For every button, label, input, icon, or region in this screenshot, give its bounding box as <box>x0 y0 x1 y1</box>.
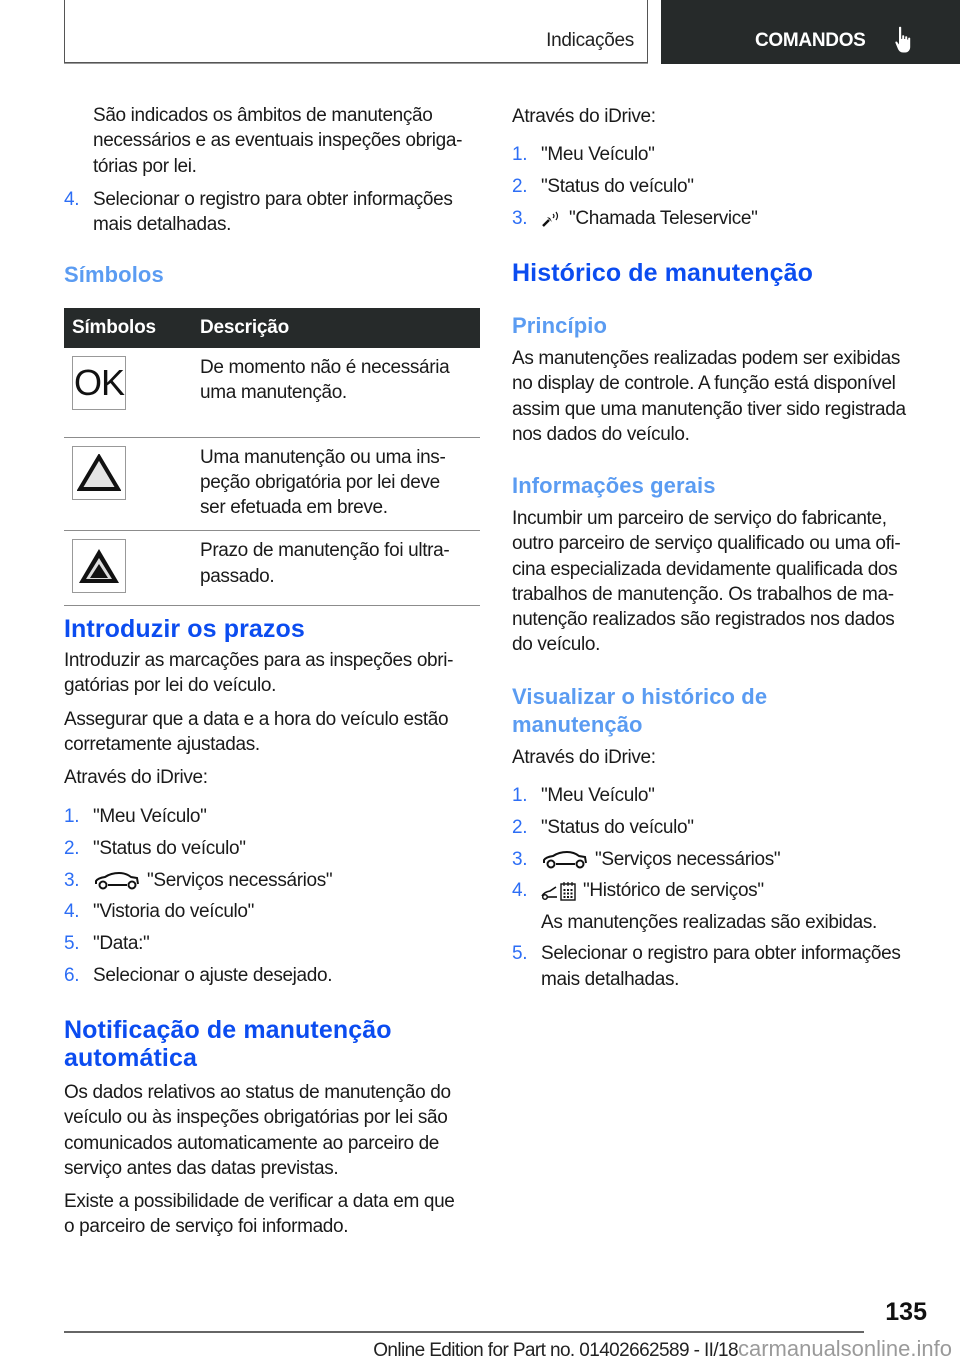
list-item <box>512 847 942 872</box>
text-line: uma manutenção. <box>200 382 347 404</box>
table-header-row <box>64 308 480 348</box>
step-text: "Meu Veículo" <box>541 144 655 165</box>
chapter-tab <box>661 0 960 64</box>
notificacao-heading <box>64 1016 494 1072</box>
table-row <box>64 531 480 606</box>
text-line: São indicados os âmbitos de manutenção <box>93 105 433 126</box>
step-text: "Status do veículo" <box>93 837 246 859</box>
step-text: "Histórico de serviços" <box>583 880 764 902</box>
text-line: cina especializada devidamente qualificada dos <box>512 558 898 580</box>
step-text: "Chamada Teleservice" <box>569 207 758 229</box>
text-line: corretamente ajustadas. <box>64 733 260 755</box>
text-line: Assegurar que a data e a hora do veículo estão <box>64 708 449 730</box>
introduzir-paragraphs <box>64 648 484 790</box>
text-line: tórias por lei. <box>93 155 197 177</box>
list-number: 3. <box>512 848 528 870</box>
text-line: passado. <box>200 565 275 587</box>
text-line: gatórias por lei do veículo. <box>64 675 276 697</box>
ok-label: OK <box>73 362 124 403</box>
text-line: nos dados do veículo. <box>512 423 690 445</box>
list-item <box>64 868 484 893</box>
list-item <box>64 187 513 238</box>
text-line: Selecionar o registro para obter informações <box>93 189 453 210</box>
text-line: Existe a possibilidade de verificar a data em que <box>64 1191 455 1213</box>
intro-paragraph <box>93 103 493 179</box>
list-number: 2. <box>512 816 528 838</box>
introduzir-prazos-heading: Introduzir os prazos <box>64 615 305 643</box>
description-cell <box>196 348 480 437</box>
historico-heading: Histórico de manutenção <box>512 259 813 287</box>
text-line: comunicados automaticamente ao parceiro de <box>64 1132 440 1154</box>
section-label: Indicações <box>546 30 634 51</box>
overdue-triangle-icon <box>72 539 126 593</box>
heading-line: Notificação de manutenção <box>64 1016 392 1044</box>
list-item <box>512 878 942 935</box>
visualizar-steps <box>512 783 942 992</box>
list-number: 1. <box>512 144 528 165</box>
symbol-cell <box>64 348 196 437</box>
step-text: "Status do veículo" <box>541 175 694 197</box>
list-item <box>512 174 932 199</box>
watermark: carmanualsonline.info <box>737 1336 952 1361</box>
list-number: 6. <box>64 964 80 986</box>
heading-line: manutenção <box>512 712 643 737</box>
list-number: 5. <box>512 943 528 965</box>
step-text: Selecionar o ajuste desejado. <box>93 964 333 986</box>
description-cell <box>196 437 480 531</box>
step-text: "Data:" <box>93 933 150 955</box>
table-row <box>64 437 480 531</box>
pointing-hand-icon <box>894 26 916 53</box>
info-gerais-heading: Informações gerais <box>512 473 716 498</box>
text-line: nutenção realizados são registrados nos dados <box>512 609 895 631</box>
text-line: Os dados relativos ao status de manutenção do <box>64 1082 451 1103</box>
text-line: Através do iDrive: <box>512 747 656 768</box>
text-line: o parceiro de serviço foi informado. <box>64 1216 349 1238</box>
list-item <box>512 941 942 992</box>
list-number: 2. <box>512 175 528 197</box>
step-text: "Vistoria do veículo" <box>93 901 255 923</box>
list-item <box>64 836 484 861</box>
teleservice-steps <box>512 142 932 231</box>
list-number: 3. <box>512 207 528 229</box>
step-text: "Serviços necessários" <box>147 869 333 891</box>
info-gerais-paragraph <box>512 506 942 658</box>
text-line: Uma manutenção ou uma ins- <box>200 446 446 468</box>
text-line: Introduzir as marcações para as inspeções obri- <box>64 650 454 671</box>
step-text: "Meu Veículo" <box>541 785 655 806</box>
list-number: 1. <box>64 806 80 827</box>
ok-icon <box>72 356 126 410</box>
list-number: 4. <box>512 880 528 902</box>
text-line: Incumbir um parceiro de serviço do fabricante, <box>512 508 887 529</box>
heading-line: automática <box>64 1044 197 1072</box>
text-line: assim que uma manutenção tiver sido registrada <box>512 398 906 420</box>
list-number: 4. <box>64 189 80 210</box>
car-icon <box>93 872 141 890</box>
list-number: 3. <box>64 869 80 891</box>
symbols-heading: Símbolos <box>64 262 164 287</box>
step-text: "Serviços necessários" <box>595 848 781 870</box>
text-line: do veículo. <box>512 634 601 656</box>
text-line: veículo ou às inspeções obrigatórias por lei são <box>64 1107 448 1129</box>
list-number: 2. <box>64 837 80 859</box>
warning-triangle-icon <box>72 446 126 500</box>
list-item <box>64 963 484 988</box>
service-history-icon <box>541 881 577 901</box>
step-text: "Meu Veículo" <box>93 806 207 827</box>
section-tab <box>64 0 648 63</box>
principio-heading: Princípio <box>512 313 608 338</box>
chapter-label: COMANDOS <box>755 30 866 51</box>
symbol-cell <box>64 437 196 531</box>
introduzir-steps <box>64 804 484 988</box>
text-line: no display de controle. A função está disponível <box>512 373 896 395</box>
footer-divider <box>64 1331 864 1333</box>
list-item <box>64 804 484 829</box>
heading-line: Visualizar o histórico de <box>512 684 768 709</box>
symbol-cell <box>64 531 196 606</box>
footer <box>373 1336 952 1362</box>
column-header: Descrição <box>196 308 480 348</box>
list-number: 4. <box>64 901 80 923</box>
text-line: trabalhos de manutenção. Os trabalhos de ma- <box>512 583 894 605</box>
principio-paragraph <box>512 346 942 447</box>
description-cell <box>196 531 480 606</box>
text-line: Através do iDrive: <box>512 106 656 127</box>
text-line: Através do iDrive: <box>64 767 208 789</box>
text-line: mais detalhadas. <box>541 968 680 990</box>
step-result-text: As manutenções realizadas são exibidas. <box>541 911 877 933</box>
list-number: 5. <box>64 933 80 955</box>
teleservice-wrench-icon <box>541 210 563 228</box>
text-line: De momento não é necessária <box>200 357 450 378</box>
list-item <box>64 899 484 924</box>
list-item <box>64 931 484 956</box>
column-header: Símbolos <box>64 308 196 348</box>
text-line: Prazo de manutenção foi ultra- <box>200 540 450 562</box>
list-item <box>512 783 942 808</box>
list-item <box>512 142 932 167</box>
edition-text: Online Edition for Part no. 01402662589 - II/18 <box>373 1340 738 1361</box>
step-text: "Status do veículo" <box>541 816 694 838</box>
table-row <box>64 348 480 437</box>
list-item <box>512 815 942 840</box>
text-line: As manutenções realizadas podem ser exibidas <box>512 348 901 369</box>
notificacao-paragraphs <box>64 1080 494 1240</box>
text-line: serviço antes das datas previstas. <box>64 1157 339 1179</box>
text-line: ser efetuada em breve. <box>200 497 388 519</box>
page-number: 135 <box>885 1298 927 1326</box>
list-item <box>512 206 932 231</box>
text-line: outro parceiro de serviço qualificado ou uma ofi- <box>512 533 901 555</box>
text-line: mais detalhadas. <box>93 214 232 236</box>
car-icon <box>541 851 589 869</box>
text-line: Selecionar o registro para obter informações <box>541 943 901 965</box>
text-line: necessários e as eventuais inspeções obriga- <box>93 130 463 152</box>
symbols-table <box>64 308 480 606</box>
text-line: peção obrigatória por lei deve <box>200 471 440 493</box>
visualizar-heading <box>512 683 942 739</box>
list-number: 1. <box>512 785 528 806</box>
